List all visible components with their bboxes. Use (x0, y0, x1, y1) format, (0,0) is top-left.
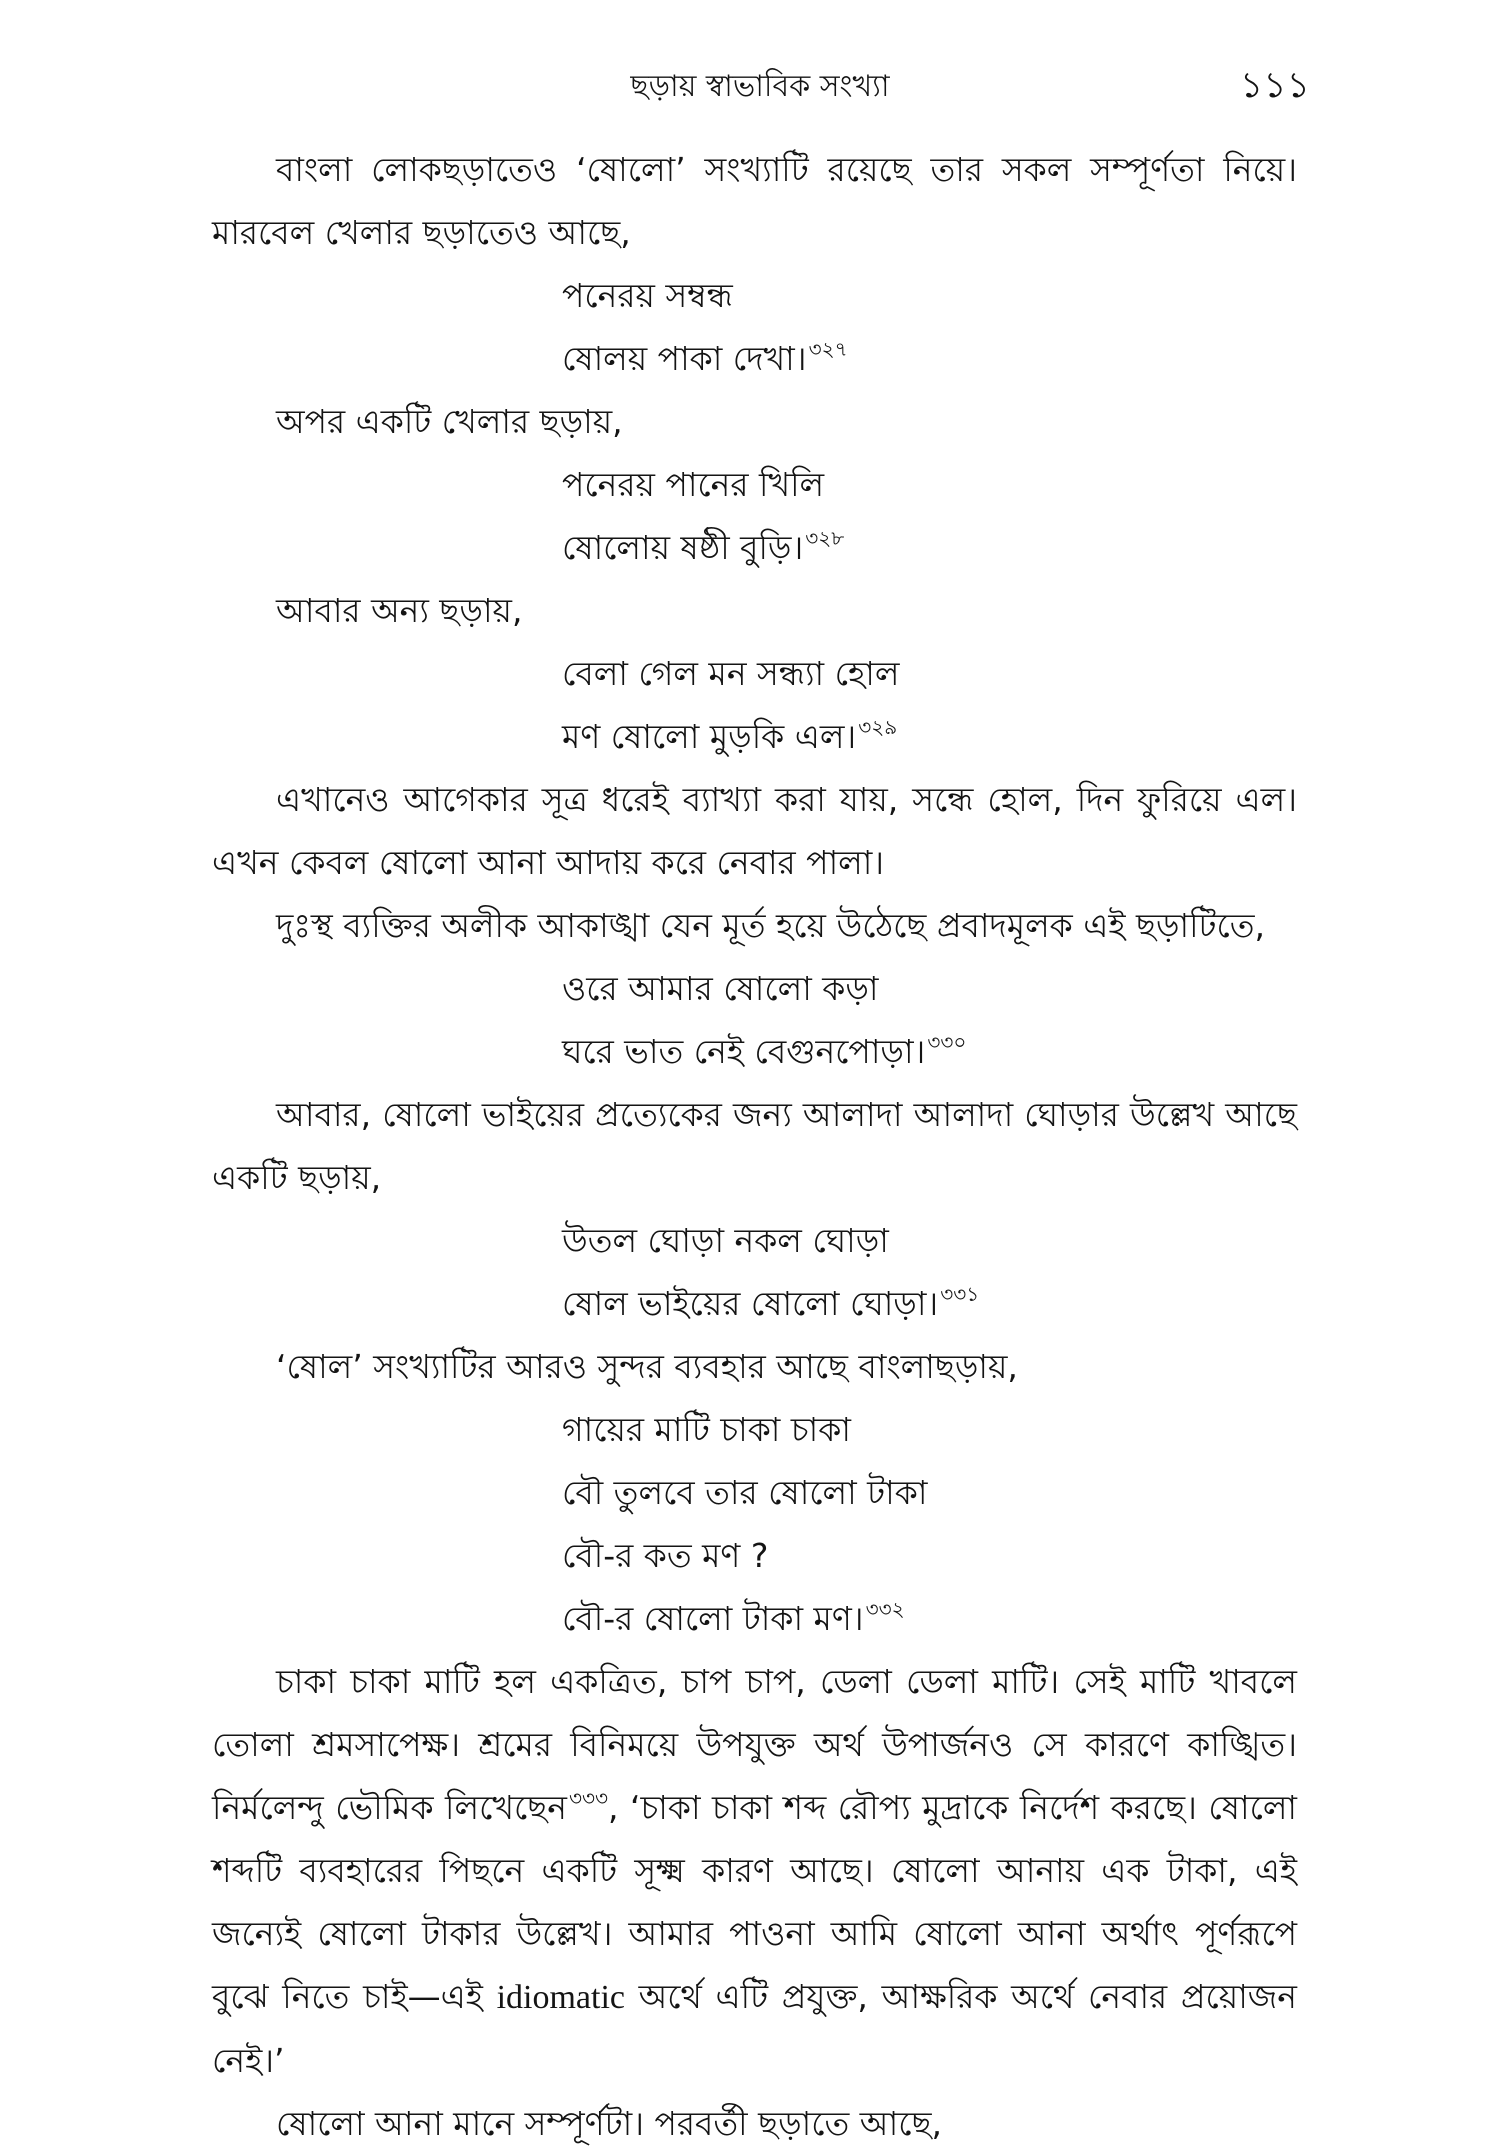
verse-line: বেলা গেল মন সন্ধ্যা হোল (562, 654, 900, 693)
verse-line: ওরে আমার ষোলো কড়া (562, 969, 879, 1008)
verse-line: পনেরয় পানের খিলি (562, 465, 825, 504)
paragraph-2: অপর একটি খেলার ছড়ায়, (276, 402, 623, 441)
verse-line: বৌ-র কত মণ ? (562, 1536, 769, 1575)
verse-1 (212, 264, 1297, 390)
quotation-end-text: অর্থে এটি প্রযুক্ত, আক্ষরিক অর্থে নেবার প্রয়োজন নেই।’ (212, 1977, 1297, 2080)
verse-6 (212, 1398, 1297, 1650)
footnote-marker: ৩২৯ (858, 715, 898, 739)
verse-line: পনেরয় সম্বন্ধ (562, 276, 733, 315)
verse-line (562, 705, 1297, 768)
verse-line: উতল ঘোড়া নকল ঘোড়া (562, 1221, 889, 1260)
verse-line (562, 1272, 1297, 1335)
verse-line-text: ষোলোয় ষষ্ঠী বুড়ি। (562, 528, 804, 567)
verse-line: বৌ তুলবে তার ষোলো টাকা (562, 1473, 928, 1512)
paragraph-8-text: চাকা চাকা মাটি হল একত্রিত, চাপ চাপ, ডেলা ডেলা মাটি। সেই মাটি খাবলে তোলা শ্রমসাপেক্ষ। শ্রমের বিনিময়ে উপযুক্ত অর্থ উপার্জনও সে কারণে কাঙ্খিত। নির্মলেন্দু ভৌমিক লিখেছেন (212, 1662, 1297, 1827)
verse-line-text: বৌ-র ষোলো টাকা মণ। (562, 1599, 864, 1638)
quotation-text: , ‘চাকা চাকা শব্দ রৌপ্য মুদ্রাকে নির্দেশ করছে। ষোলো শব্দটি ব্যবহারের পিছনে একটি সূক্ষ্ম কারণ আছে। ষোলো আনায় এক টাকা, এই জন্যেই ষোলো টাকার উল্লেখ। আমার পাওনা আমি ষোলো আনা অর্থাৎ পূর্ণরূপে বুঝে নিতে চাই—এই (212, 1788, 1297, 2016)
footnote-marker: ৩৩২ (865, 1597, 905, 1621)
paragraph-9: ষোলো আনা মানে সম্পূর্ণটা। পরবর্তী ছড়াতে আছে, (276, 2104, 942, 2143)
footnote-marker: ৩৩৩ (568, 1786, 608, 1810)
paragraph-3: আবার অন্য ছড়ায়, (276, 591, 523, 630)
paragraph-6: আবার, ষোলো ভাইয়ের প্রত্যেকের জন্য আলাদা আলাদা ঘোড়ার উল্লেখ আছে একটি ছড়ায়, (212, 1095, 1297, 1197)
verse-line (562, 1587, 1297, 1650)
body-text (212, 138, 1297, 2155)
verse-line (562, 327, 1297, 390)
paragraph-1: বাংলা লোকছড়াতেও ‘ষোলো’ সংখ্যাটি রয়েছে তার সকল সম্পূর্ণতা নিয়ে। মারবেল খেলার ছড়াতেও আছে, (212, 150, 1297, 252)
verse-line (562, 516, 1297, 579)
verse-line-text: ঘরে ভাত নেই বেগুনপোড়া। (562, 1032, 926, 1071)
running-title: ছড়ায় স্বাভাবিক সংখ্যা (630, 69, 890, 104)
paragraph-7: ‘ষোল’ সংখ্যাটির আরও সুন্দর ব্যবহার আছে বাংলাছড়ায়, (276, 1347, 1018, 1386)
verse-line-text: ষোল ভাইয়ের ষোলো ঘোড়া। (562, 1284, 939, 1323)
verse-3 (212, 642, 1297, 768)
page-number: ১১১ (1239, 65, 1310, 106)
footnote-marker: ৩৩১ (940, 1282, 980, 1306)
paragraph-8 (212, 1650, 1297, 2092)
paragraph-5: দুঃস্থ ব্যক্তির অলীক আকাঙ্খা যেন মূর্ত হয়ে উঠেছে প্রবাদমূলক এই ছড়াটিতে, (276, 906, 1266, 945)
verse-line: গায়ের মাটি চাকা চাকা (562, 1410, 851, 1449)
footnote-marker: ৩৩০ (927, 1030, 967, 1054)
verse-2 (212, 453, 1297, 579)
footnote-marker: ৩২৭ (808, 337, 848, 361)
verse-5 (212, 1209, 1297, 1335)
verse-line (562, 1020, 1297, 1083)
footnote-marker: ৩২৮ (805, 526, 845, 550)
paragraph-4: এখানেও আগেকার সূত্র ধরেই ব্যাখ্যা করা যায়, সন্ধে হোল, দিন ফুরিয়ে এল। এখন কেবল ষোলো আনা আদায় করে নেবার পালা। (212, 780, 1297, 882)
verse-line-text: ষোলয় পাকা দেখা। (562, 339, 807, 378)
latin-term: idiomatic (496, 1979, 625, 2016)
verse-line-text: মণ ষোলো মুড়কি এল। (562, 717, 857, 756)
verse-4 (212, 957, 1297, 1083)
running-head (210, 58, 1310, 108)
